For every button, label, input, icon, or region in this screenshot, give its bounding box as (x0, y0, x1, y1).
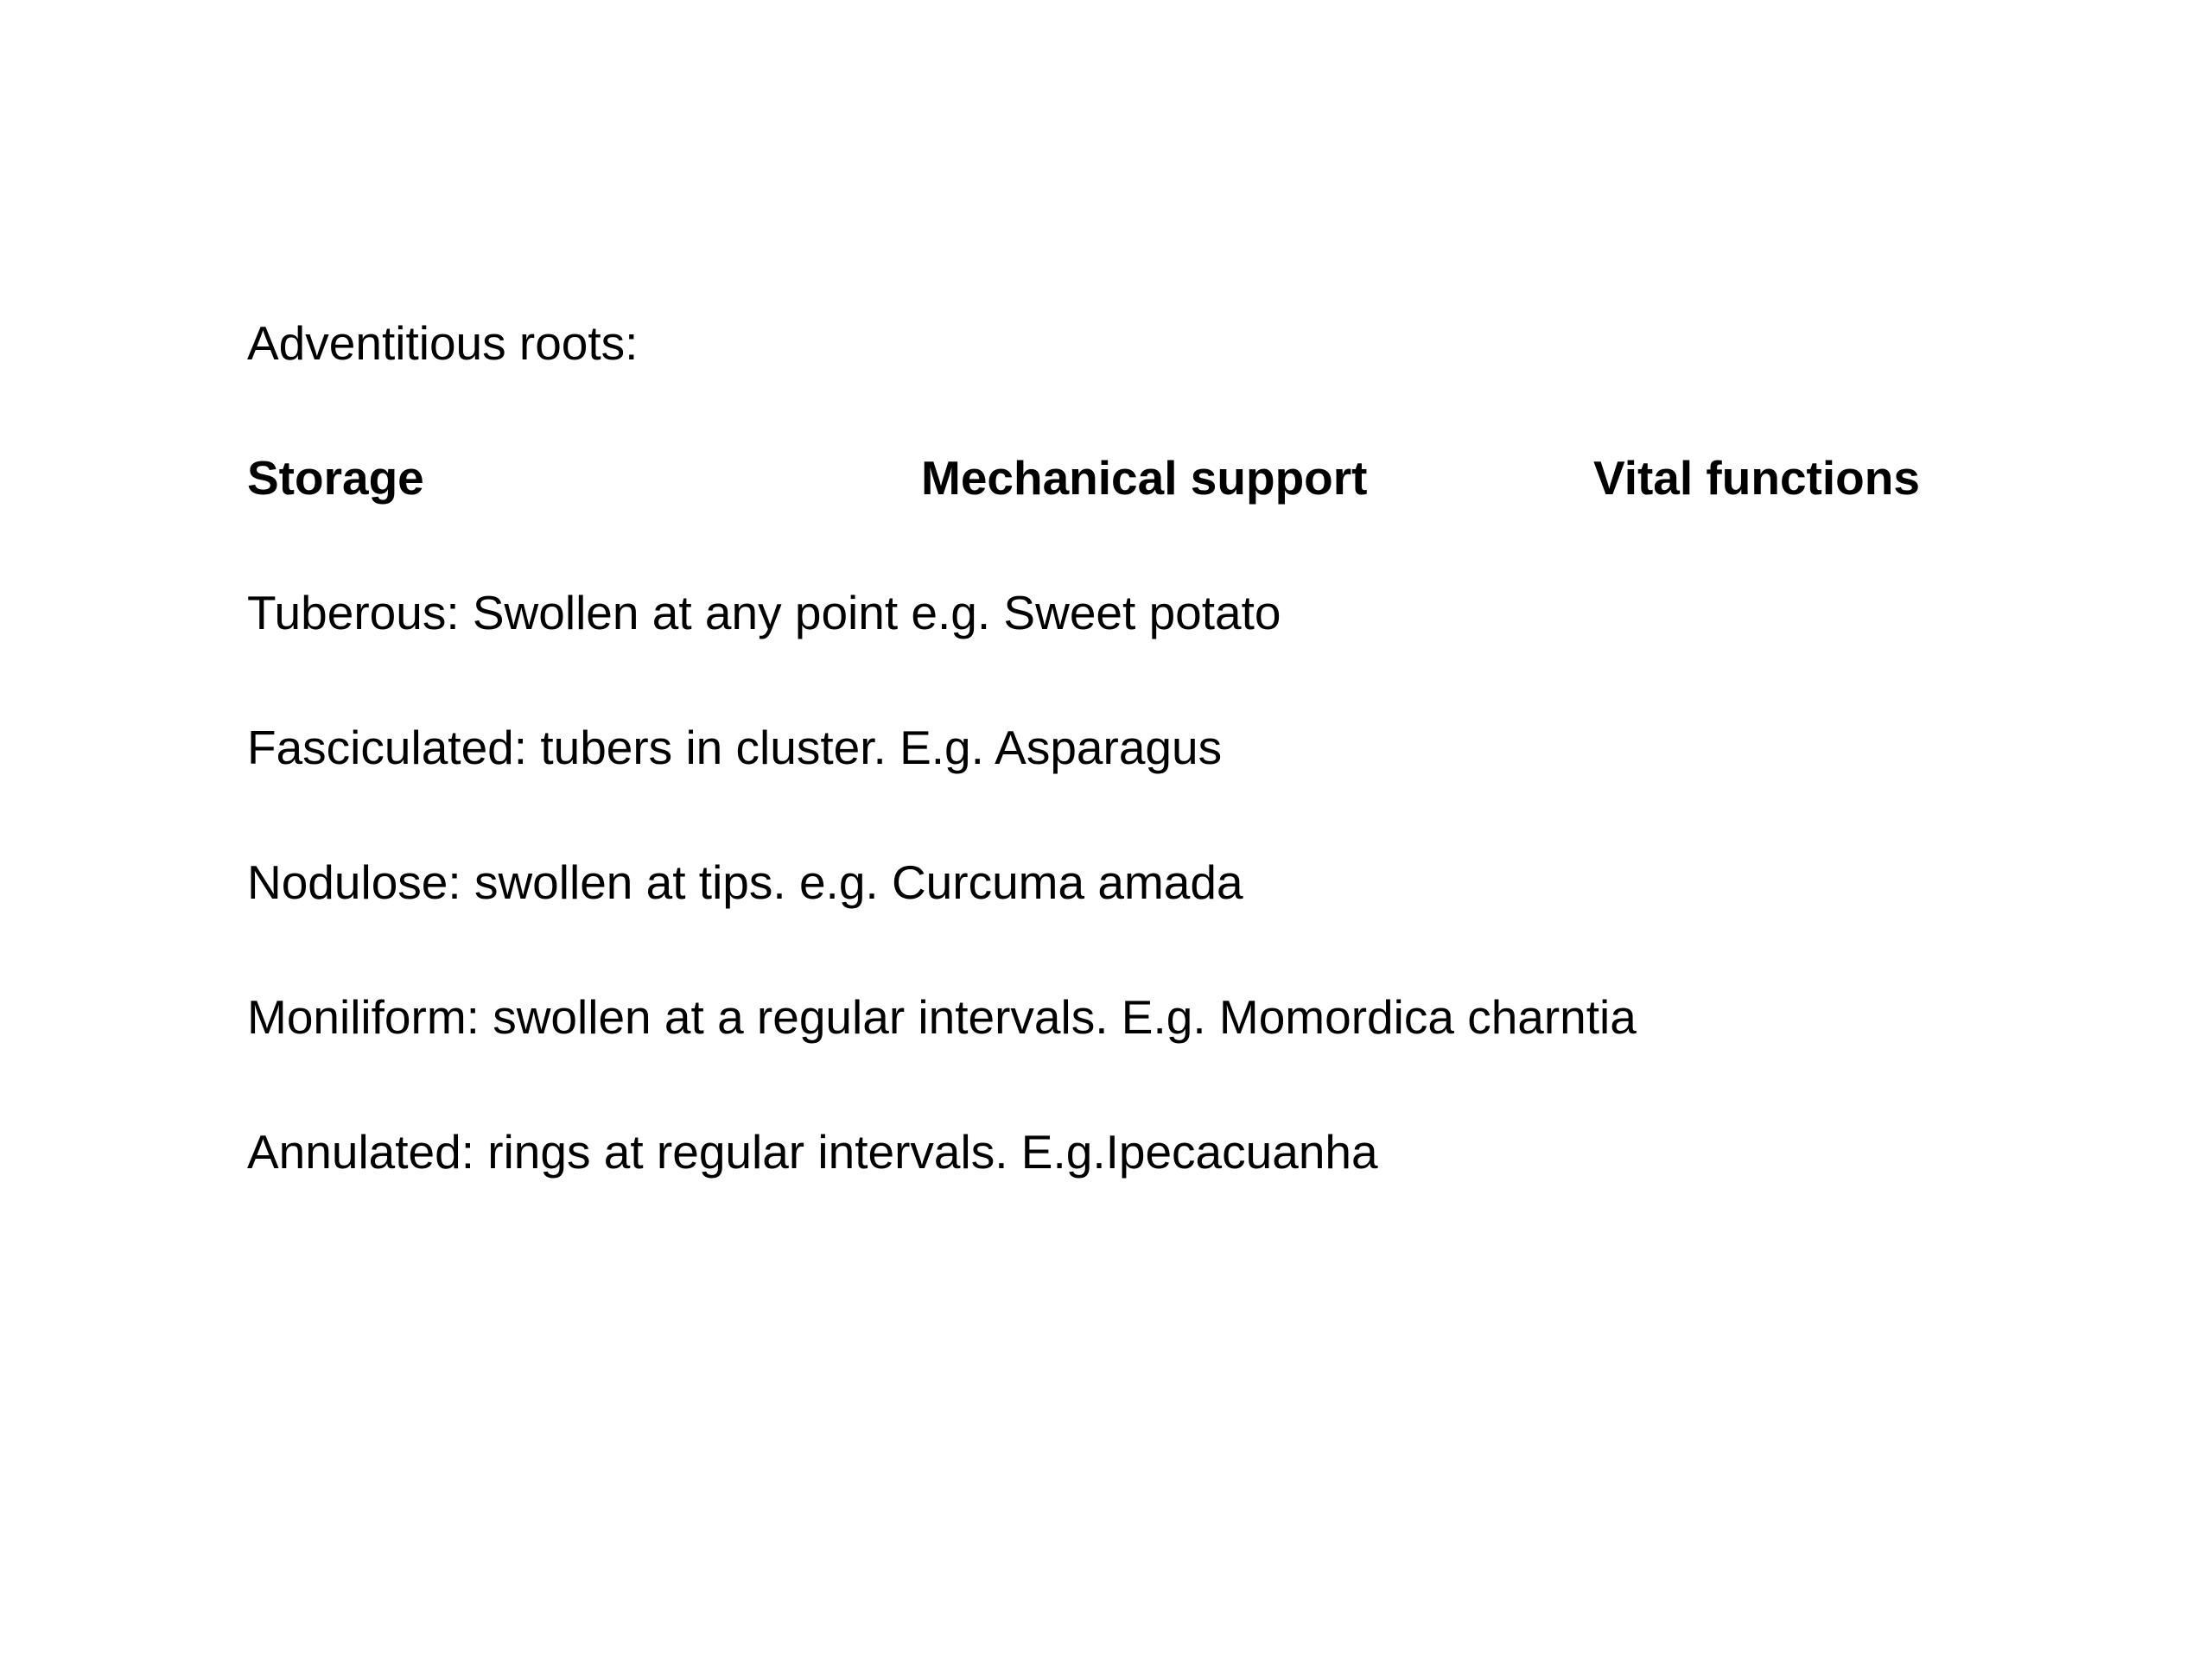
item-annulated: Annulated: rings at regular intervals. E.g.Ipecacuanha (247, 1125, 1378, 1179)
category-headings (247, 448, 1975, 508)
heading-storage: Storage (247, 451, 424, 505)
item-nodulose: Nodulose: swollen at tips. e.g. Curcuma amada (247, 855, 1243, 909)
heading-vital-functions: Vital functions (1593, 451, 1920, 505)
slide-title: Adventitious roots: (247, 316, 639, 370)
item-moniliform: Moniliform: swollen at a regular intervals. E.g. Momordica charntia (247, 990, 1637, 1044)
item-fasciculated: Fasciculated: tubers in cluster. E.g. Asparagus (247, 721, 1223, 774)
heading-mechanical-support: Mechanical support (921, 451, 1368, 505)
item-tuberous: Tuberous: Swollen at any point e.g. Sweet potato (247, 586, 1281, 639)
